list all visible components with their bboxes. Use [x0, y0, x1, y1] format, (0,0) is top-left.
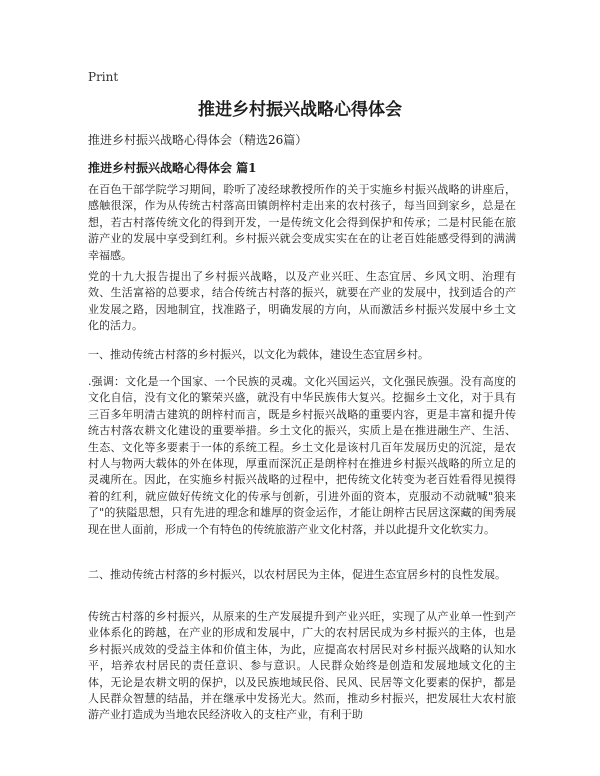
page-title: 推进乡村振兴战略心得体会 [198, 100, 402, 120]
paragraph-heading-two: 二、推动传统古村落的乡村振兴，以农村居民为主体，促进生态宜居乡村的良性发展。 [88, 568, 506, 581]
paragraph-heading-one: 一、推动传统古村落的乡村振兴，以文化为载体，建设生态宜居乡村。 [88, 348, 429, 361]
paragraph-intro: 在百色干部学院学习期间，聆听了凌经球教授所作的关于实施乡村振兴战略的讲座后，感触很深，作为从传统古村落高田镇朗梓村走出来的农村孩子，每当回到家乡，总是在想，若古村落传统文化的得到开发，一是传统文化会得到保护和传承；二是村民能在旅游产业的发展中享受到红利。乡村振兴就会变成实实在在的让老百姓能感受得到的满满幸福感。 [88, 183, 516, 262]
section-heading: 推进乡村振兴战略心得体会 篇1 [88, 161, 257, 175]
paragraph-culture: .强调：文化是一个国家、一个民族的灵魂。文化兴国运兴，文化强民族强。没有高度的文化自信，没有文化的繁荣兴盛，就没有中华民族伟大复兴。挖掘乡土文化，对于具有三百多年明清古建筑的朗梓村而言，既是乡村振兴战略的重要内容，更是丰富和提升传统古村落农耕文化建设的重要举措。乡土文化的振兴，实质上是在推进融生产、生活、生态、文化等多要素于一体的系统工程。乡土文化是该村几百年发展历史的沉淀，是农村人与物两大载体的外在体现，厚重而深沉正是朗梓村在推进乡村振兴战略的所立足的灵魂所在。因此，在实施乡村振兴战略的过程中，把传统文化转变为老百姓看得见摸得着的红利，就应做好传统文化的传承与创新，引进外面的资本，克服动不动就喊"狼来了"的狭隘思想，只有先进的理念和雄厚的资金运作，才能让朗梓古民居这深藏的闺秀展现在世人面前，形成一个有特色的传统旅游产业文化村落，并以此提升文化软实力。 [88, 375, 516, 536]
document-subtitle: 推进乡村振兴战略心得体会（精选26篇） [88, 133, 308, 147]
paragraph-report: 党的十九大报告提出了乡村振兴战略，以及产业兴旺、生态宜居、乡风文明、治理有效、生活富裕的总要求，结合传统古村落的振兴，就要在产业的发展中，找到适合的产业发展之路，因地制宜，找准路子，明确发展的方向，从而激活乡村振兴发展中乡土文化的活力。 [88, 270, 516, 333]
print-label[interactable]: Print [88, 70, 119, 84]
paragraph-residents: 传统古村落的乡村振兴，从原来的生产发展提升到产业兴旺，实现了从产业单一性到产业体系化的跨越，在产业的形成和发展中，广大的农村居民成为乡村振兴的主体，也是乡村振兴成效的受益主体和价值主体，为此，应提高农村居民对乡村振兴战略的认知水平，培养农村居民的责任意识、参与意识。人民群众始终是创造和发展地域文化的主体，无论是农耕文明的保护，以及民族地域民俗、民风、民居等文化要素的保护，都是人民群众智慧的结晶，并在继承中发扬光大。然而，推动乡村振兴，把发展壮大农村旅游产业打造成为当地农民经济收入的支柱产业，有利于助 [88, 610, 516, 722]
